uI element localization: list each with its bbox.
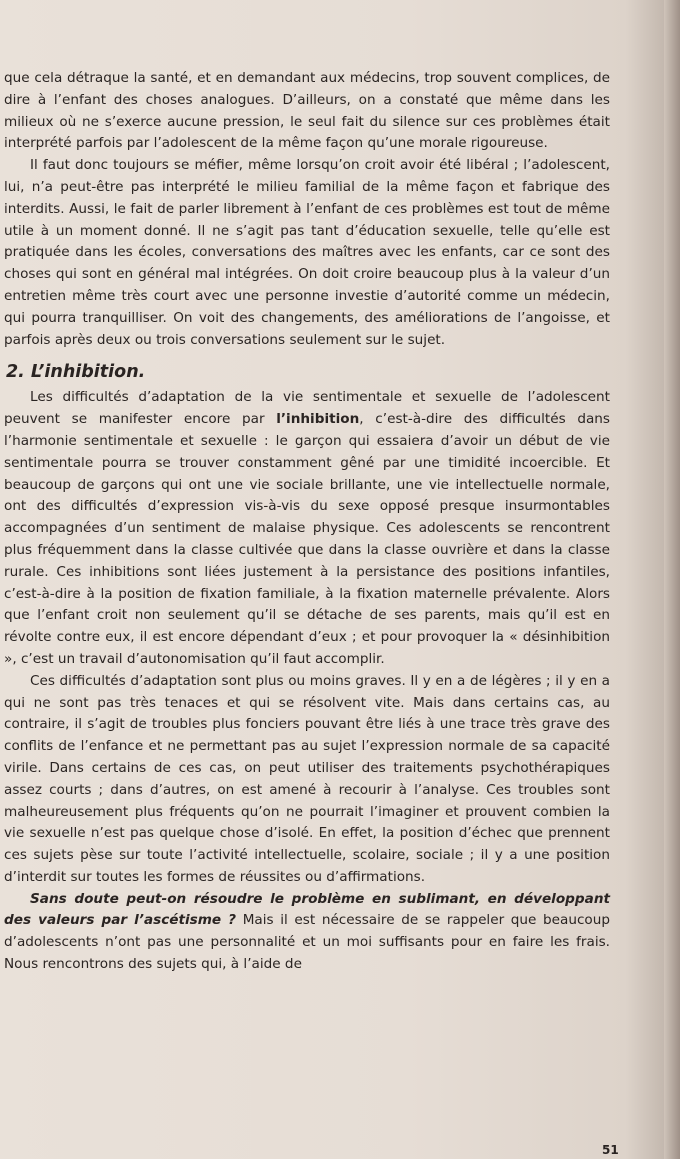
paragraph-5 [4,889,610,976]
paragraph-3 [4,387,610,670]
section-heading: 2. L’inhibition. [6,362,146,383]
paragraph-3-lead: Les difficultés d’adaptation de la vie sentimentale et sexuelle de l’adolescent peuvent se manifester encore par [4,389,610,428]
paragraph-5-rest: Mais il est nécessaire de se rappeler que beaucoup d’adolescents n’ont pas une personnalité et un moi suffisants pour en faire les frais. Nous rencontrons des sujets qui, à l’aide de [4,912,610,973]
body-text [4,68,610,976]
page-edge-shadow [664,0,680,1159]
page-number: 51 [602,1143,619,1157]
paragraph-5-question: Sans doute peut-on résoudre le problème en sublimant, en développant des valeurs par l’ascétisme ? [4,890,610,929]
paragraph-2: Il faut donc toujours se méfier, même lorsqu’on croit avoir été libéral ; l’adolescent, lui, n’a peut-être pas interprété le milieu familial de la même façon et fabrique des interdits. Aussi, le fait de parler librement à l’enfant de ces problèmes est tout de même utile à un moment donné. Il ne s’agit pas tant d’éducation sexuelle, telle qu’elle est pratiquée dans les écoles, conversations des maîtres avec les enfants, car ce sont des choses qui sont en général mal intégrées. On doit croire beaucoup plus à la valeur d’un entretien même très court avec une personne investie d’autorité comme un médecin, qui pourra tranquilliser. On voit des changements, des améliorations de l’angoisse, et parfois après deux ou trois conversations seulement sur le sujet. [4,157,610,348]
paragraph-1: que cela détraque la santé, et en demandant aux médecins, trop souvent complices, de dire à l’enfant des choses analogues. D’ailleurs, on a constaté que même dans les milieux où ne s’exerce aucune pression, le seul fait du silence sur ces problèmes était interprété parfois par l’adolescent de la même façon qu’une morale rigoureuse. [4,70,610,152]
term-inhibition: l’inhibition [276,411,360,428]
paragraph-3-rest: , c’est-à-dire des difficultés dans l’harmonie sentimentale et sexuelle : le garçon qui essaiera d’avoir un début de vie sentimentale pourra se trouver constamment gêné par une timidité incoercible. Et beaucoup de garçons qui ont une vie sociale brillante, une vie intellectuelle normale, ont des difficultés d’expression vis-à-vis du sexe opposé presque insurmontables accompagnées d’un sentiment de malaise physique. Ces adolescents se rencontrent plus fréquemment dans la classe cultivée que dans la classe ouvrière et dans la classe rurale. Ces inhibitions sont liées justement à la persistance des positions infantiles, c’est-à-dire à la position de fixation familiale, à la fixation maternelle prévalente. Alors que l’enfant croit non seulement qu’il se détache de ses parents, mais qu’il est en révolte contre eux, il est encore dépendant d’eux ; et pour provoquer la « désinhibition », c’est un travail d’autonomisation qu’il faut accomplir. [4,411,610,667]
paragraph-4: Ces difficultés d’adaptation sont plus ou moins graves. Il y en a de légères ; il y en a qui ne sont pas très tenaces et qui se résolvent vite. Mais dans certains cas, au contraire, il s’agit de troubles plus fonciers pouvant être liés à une trace très grave des conflits de l’enfance et ne permettant pas au sujet l’expression normale de sa capacité virile. Dans certains de ces cas, on peut utiliser des traitements psychothérapiques assez courts ; dans d’autres, on est amené à recourir à l’analyse. Ces troubles sont malheureusement plus fréquents qu’on ne pourrait l’imaginer et prouvent combien la vie sexuelle n’est pas quelque chose d’isolé. En effet, la position d’échec que prennent ces sujets pèse sur toute l’activité intellectuelle, scolaire, sociale ; il y a une position d’interdit sur toutes les formes de réussites ou d’affirmations. [4,672,610,885]
